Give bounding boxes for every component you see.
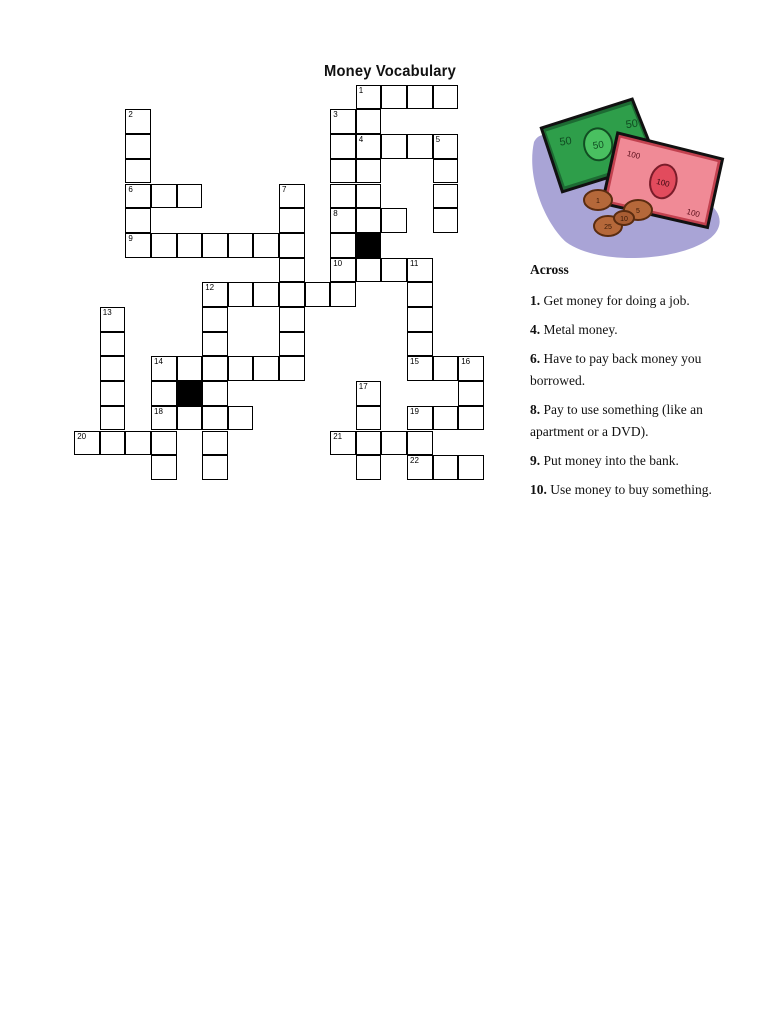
crossword-cell[interactable] [125, 431, 151, 456]
crossword-cell[interactable] [356, 184, 382, 209]
crossword-cell[interactable] [407, 258, 433, 283]
crossword-cell[interactable] [433, 134, 459, 159]
crossword-cell[interactable] [330, 109, 356, 134]
crossword-cell[interactable] [279, 258, 305, 283]
crossword-cell[interactable] [381, 208, 407, 233]
clue-number: 10 [333, 258, 343, 268]
crossword-cell[interactable] [202, 307, 228, 332]
clue-item-text: Have to pay back money you borrowed. [530, 351, 702, 388]
clue-number: 1 [358, 85, 364, 95]
crossword-cell[interactable] [151, 184, 177, 209]
bill-green-center-text: 50 [592, 139, 605, 153]
crossword-cell[interactable] [151, 233, 177, 258]
crossword-cell[interactable] [356, 208, 382, 233]
clue-item-number: 8. [530, 402, 541, 417]
crossword-cell[interactable] [433, 356, 459, 381]
bill-red-center-text: 100 [655, 176, 671, 189]
clue-number: 17 [358, 382, 368, 392]
crossword-cell[interactable] [202, 356, 228, 381]
crossword-cell[interactable] [279, 356, 305, 381]
crossword-cell[interactable] [100, 332, 126, 357]
crossword-cell[interactable] [151, 356, 177, 381]
clue-item [530, 290, 755, 312]
bill-red-corner-text: 100 [625, 148, 642, 161]
crossword-cell[interactable] [433, 455, 459, 480]
crossword-cell[interactable] [381, 258, 407, 283]
crossword-cell[interactable] [228, 282, 254, 307]
bill-red-corner-text-2: 100 [685, 207, 701, 220]
crossword-cell[interactable] [433, 85, 459, 110]
crossword-cell[interactable] [100, 356, 126, 381]
crossword-cell[interactable] [177, 233, 203, 258]
crossword-cell[interactable] [356, 381, 382, 406]
clue-item [530, 450, 755, 472]
crossword-cell[interactable] [433, 208, 459, 233]
crossword-cell[interactable] [356, 455, 382, 480]
clue-item-number: 1. [530, 293, 541, 308]
clue-number: 2 [128, 110, 133, 120]
crossword-cell[interactable] [228, 233, 254, 258]
clue-item-number: 10. [530, 482, 547, 497]
crossword-cell[interactable] [458, 455, 484, 480]
crossword-cell[interactable] [407, 282, 433, 307]
crossword-cell[interactable] [202, 406, 228, 431]
clue-item-number: 6. [530, 351, 541, 366]
crossword-cell[interactable] [253, 282, 279, 307]
clue-number: 15 [410, 357, 419, 367]
crossword-cell[interactable] [330, 184, 356, 209]
crossword-cell[interactable] [125, 233, 151, 258]
crossword-cell[interactable] [356, 431, 382, 456]
clue-item-text: Use money to buy something. [550, 482, 712, 497]
coin-label: 5 [636, 208, 640, 215]
crossword-cell[interactable] [330, 282, 356, 307]
crossword-cell[interactable] [381, 134, 407, 159]
clue-item-text: Get money for doing a job. [543, 293, 690, 308]
crossword-cell[interactable] [202, 282, 228, 307]
coin-label: 25 [604, 224, 612, 231]
crossword-cell[interactable] [458, 356, 484, 381]
clues-heading: Across [530, 262, 569, 277]
crossword-cell[interactable] [228, 406, 254, 431]
crossword-cell[interactable] [151, 406, 177, 431]
crossword-cell[interactable] [100, 381, 126, 406]
crossword-cell[interactable] [381, 85, 407, 110]
clue-item-text: Put money into the bank. [543, 453, 679, 468]
crossword-cell[interactable] [100, 307, 126, 332]
crossword-cell[interactable] [125, 208, 151, 233]
crossword-cell[interactable] [433, 159, 459, 184]
crossword-cell[interactable] [407, 307, 433, 332]
crossword-cell[interactable] [330, 258, 356, 283]
clue-number: 5 [435, 135, 441, 145]
bill-green-corner-text-2: 50 [624, 117, 639, 132]
crossword-cell[interactable] [356, 406, 382, 431]
clue-number: 21 [333, 431, 343, 441]
coin-label: 10 [620, 216, 628, 223]
crossword-cell[interactable] [279, 282, 305, 307]
crossword-cell[interactable] [177, 356, 203, 381]
crossword-cell[interactable] [177, 406, 203, 431]
page-title: Money Vocabulary [324, 63, 456, 80]
crossword-cell[interactable] [228, 356, 254, 381]
clue-item [530, 319, 755, 341]
clue-number: 11 [410, 258, 419, 268]
clue-number: 19 [410, 406, 419, 416]
crossword-cell[interactable] [151, 431, 177, 456]
crossword-cell[interactable] [356, 159, 382, 184]
crossword-cell[interactable] [305, 282, 331, 307]
crossword-cell[interactable] [407, 356, 433, 381]
black-square [356, 233, 382, 258]
clue-number: 22 [410, 456, 419, 466]
crossword-cell[interactable] [279, 332, 305, 357]
clue-number: 16 [461, 357, 471, 367]
clue-number: 8 [333, 209, 338, 219]
crossword-cell[interactable] [279, 184, 305, 209]
crossword-cell[interactable] [253, 356, 279, 381]
crossword-cell[interactable] [381, 431, 407, 456]
clue-item-number: 9. [530, 453, 541, 468]
clue-item [530, 479, 755, 501]
clue-number: 4 [358, 135, 364, 145]
crossword-cell[interactable] [202, 332, 228, 357]
clue-number: 20 [77, 431, 87, 441]
crossword-cell[interactable] [356, 134, 382, 159]
crossword-cell[interactable] [279, 307, 305, 332]
crossword-cell[interactable] [151, 381, 177, 406]
clue-number: 3 [333, 110, 338, 120]
crossword-cell[interactable] [330, 159, 356, 184]
crossword-cell[interactable] [407, 85, 433, 110]
crossword-cell[interactable] [407, 455, 433, 480]
crossword-cell[interactable] [125, 134, 151, 159]
crossword-cell[interactable] [125, 159, 151, 184]
crossword-cell[interactable] [125, 109, 151, 134]
crossword-cell[interactable] [407, 134, 433, 159]
coin-label: 1 [596, 198, 600, 205]
crossword-cell[interactable] [458, 381, 484, 406]
crossword-cell[interactable] [407, 332, 433, 357]
crossword-cell[interactable] [356, 85, 382, 110]
bill-green-corner-text: 50 [558, 135, 573, 149]
black-square [177, 381, 203, 406]
crossword-cell[interactable] [279, 208, 305, 233]
clue-number: 9 [128, 233, 133, 243]
crossword-cell[interactable] [433, 184, 459, 209]
crossword-cell[interactable] [330, 134, 356, 159]
crossword-cell[interactable] [253, 233, 279, 258]
clue-number: 12 [205, 283, 215, 293]
clue-item-number: 4. [530, 322, 541, 337]
crossword-cell[interactable] [100, 406, 126, 431]
clue-number: 6 [128, 184, 133, 194]
money-bills-and-coins-icon [526, 84, 726, 260]
crossword-cell[interactable] [151, 455, 177, 480]
clue-number: 14 [154, 357, 163, 367]
crossword-cell[interactable] [407, 406, 433, 431]
clue-number: 7 [282, 184, 287, 194]
crossword-cell[interactable] [356, 109, 382, 134]
crossword-cell[interactable] [125, 184, 151, 209]
crossword-cell[interactable] [330, 208, 356, 233]
clue-number: 18 [154, 406, 163, 416]
crossword-cell[interactable] [202, 381, 228, 406]
crossword-cell[interactable] [279, 233, 305, 258]
clue-list [530, 290, 755, 501]
crossword-cell[interactable] [458, 406, 484, 431]
crossword-cell[interactable] [100, 431, 126, 456]
crossword-cell[interactable] [202, 431, 228, 456]
clue-number: 13 [102, 308, 112, 317]
crossword-cell[interactable] [330, 431, 356, 456]
crossword-cell[interactable] [177, 184, 203, 209]
crossword-cell[interactable] [356, 258, 382, 283]
crossword-cell[interactable] [330, 233, 356, 258]
crossword-cell[interactable] [202, 233, 228, 258]
clue-item [530, 399, 755, 443]
crossword-cell[interactable] [202, 455, 228, 480]
crossword-cell[interactable] [74, 431, 100, 456]
crossword-cell[interactable] [407, 431, 433, 456]
clue-item [530, 348, 755, 392]
clue-item-text: Pay to use something (like an apartment or a DVD). [530, 402, 703, 439]
clue-item-text: Metal money. [543, 322, 618, 337]
crossword-cell[interactable] [433, 406, 459, 431]
across-clues [530, 262, 755, 508]
